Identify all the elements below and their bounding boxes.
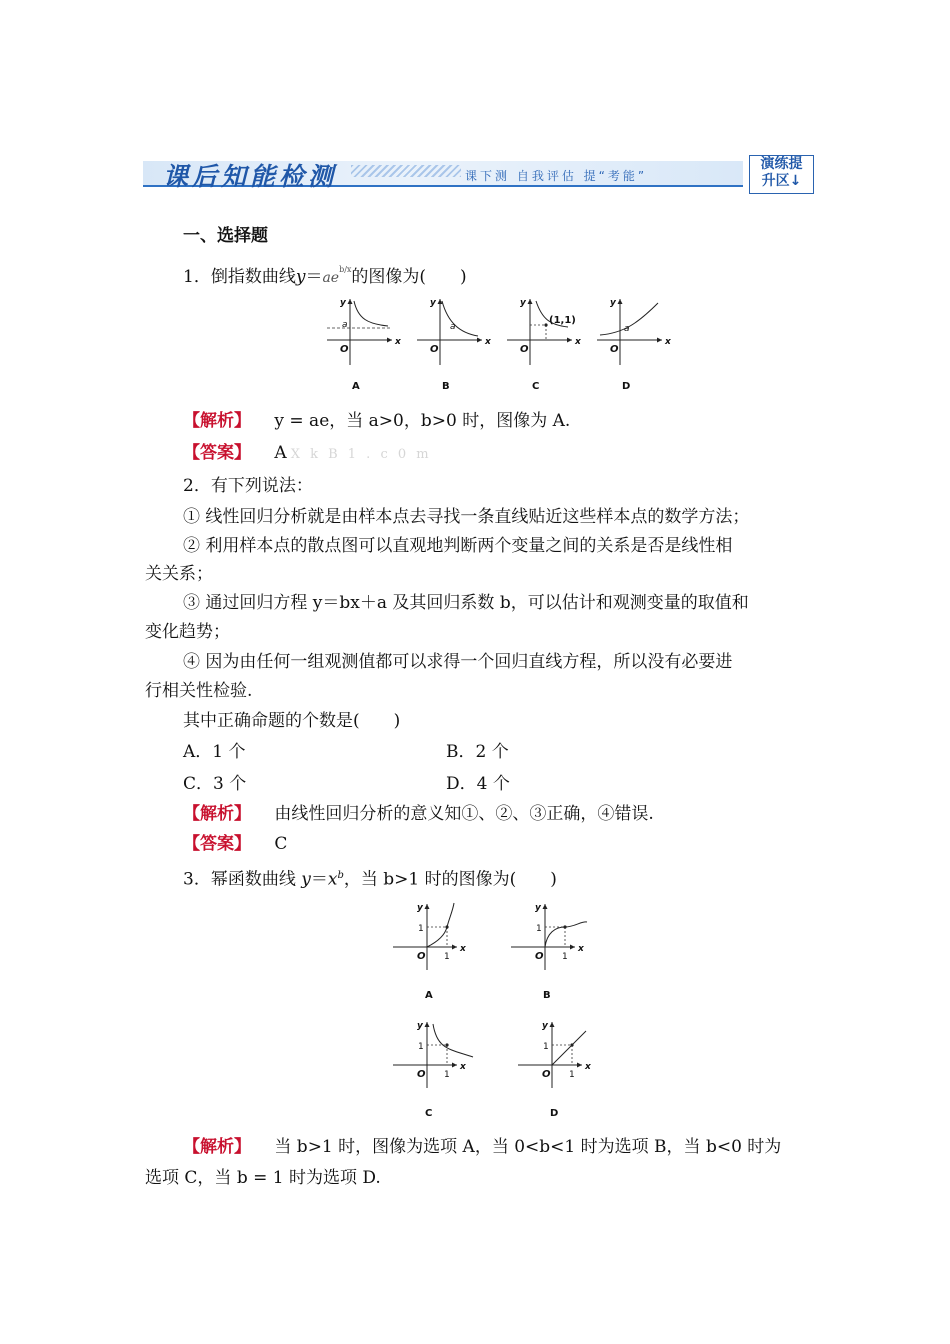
q3-stem-suffix: ，当 b>1 时的图像为( ) [343,869,557,890]
q2-item-2: ② 利用样本点的散点图可以直观地判断两个变量之间的关系是否是线性相 [183,536,733,556]
q1-stem [183,259,467,289]
q2-answer-tag: 【答案】 [183,834,251,854]
q2-analysis-tag: 【解析】 [183,804,251,824]
q2-item-4: ④ 因为由任何一组观测值都可以求得一个回归直线方程，所以没有必要进 [183,652,733,672]
section-title: 一、选择题 [183,226,268,246]
q1-graph-b-x-label: x [485,337,491,347]
q1-graph-a-label: A [352,381,360,392]
q1-graph-c-y-label: y [520,298,526,308]
q3-graph-a-origin: O [417,951,426,962]
q3-graph-a-tick-x: 1 [444,952,450,962]
q2-answer [183,833,287,855]
q3-graph-b-tick-x: 1 [562,952,568,962]
q3-stem-prefix: 3．幂函数曲线 [183,869,302,890]
q3-graph-a-tick-y: 1 [418,924,424,934]
q1-graph-c-point-label: (1,1) [549,315,576,326]
q1-graph-a-x-arrow [387,338,392,343]
q1-graph-d-a-label: a [624,324,630,334]
q1-graphs [322,293,671,393]
q1-graph-d-origin: O [610,344,619,355]
q3-graph-a-label: A [425,990,433,1001]
q3-graph-d-curve [552,1031,586,1065]
q3-graph-b-origin: O [535,951,544,962]
q3-graph-a-y-label: y [417,903,423,913]
q1-analysis-text: y = ae，当 a>0，b>0 时，图像为 A. [274,411,571,431]
q3-graph-group [393,903,592,1119]
q2-item-4-cont: 行相关性检验. [145,681,253,701]
q3-graph-c-origin: O [417,1069,426,1080]
q3-graphs [385,898,605,1126]
q1-graph-c-x-label: x [575,337,581,347]
q1-graph-c-origin: O [520,344,529,355]
q2-analysis-text: 由线性回归分析的意义知①、②、③正确，④错误. [274,804,654,824]
q2-item-3: ③ 通过回归方程 y＝bx＋a 及其回归系数 b，可以估计和观测变量的取值和 [183,593,749,613]
q2-question: 其中正确命题的个数是( ) [183,711,401,731]
q3-graph-d-tick-y: 1 [543,1042,549,1052]
q3-graph-c-x-arrow [452,1063,457,1068]
q3-graph-b-label: B [543,990,551,1001]
q3-graph-b-y-label: y [535,903,541,913]
q2-option-c[interactable]: C．3 个 [183,774,247,794]
q1-stem-prefix: 1．倒指数曲线 [183,267,296,287]
section-banner [143,155,743,189]
q3-graph-b-x-label: x [578,944,584,954]
q3-graph-d-y-arrow [550,1022,555,1027]
q3-graph-d-x-arrow [577,1063,582,1068]
banner-title: 课后知能检测 [163,162,338,191]
q3-graph-a-curve [427,903,454,947]
q3-graph-a-y-arrow [425,904,430,909]
q3-y: y [301,869,311,890]
q2-answer-text: C [274,834,288,854]
q3-graph-b-y-arrow [543,904,548,909]
q3-graph-b-tick-y: 1 [536,924,542,934]
q3-graph-a-x-arrow [452,945,457,950]
q3-analysis-tag: 【解析】 [183,1137,251,1157]
q2-option-b[interactable]: B．2 个 [446,742,509,762]
q1-graph-b-label: B [442,381,450,392]
q3-analysis [183,1136,781,1158]
q3-graph-c-tick-x: 1 [444,1070,450,1080]
q1-answer-text: A [274,443,287,463]
q3-stem [183,865,557,891]
banner-subtitle: 课下测 自我评估 提“考能” [465,169,648,183]
q3-analysis-line2: 选项 C，当 b = 1 时为选项 D. [145,1168,381,1188]
q1-graph-b-y-label: y [430,298,436,308]
q3-graph-b-x-arrow [570,945,575,950]
q1-graph-a-y-label: y [340,298,346,308]
badge-line-2: 升区↓ [761,173,802,189]
badge-line-1: 演练提 [760,156,803,172]
q1-graph-c-label: C [532,381,540,392]
q1-graph-d-label: D [622,381,631,392]
q3-graph-a-x-label: x [460,944,466,954]
q1-graph-d-x-arrow [657,338,662,343]
q1-stem-suffix: 的图像为( ) [351,267,467,287]
q1-formula-exp: b/x [339,265,352,274]
q3-graph-d-origin: O [542,1069,551,1080]
q1-analysis [183,410,570,432]
q3-graph-c-point [445,1043,448,1046]
watermark: X k B 1 . c 0 m [290,447,432,462]
q3-graph-c-y-arrow [425,1022,430,1027]
q1-graph-c-point [544,323,547,326]
q1-answer [183,442,432,466]
q3-graph-a-point [445,925,448,928]
q2-item-2-cont: 关关系； [145,564,213,584]
q1-formula-y: y [295,267,306,287]
q3-graph-c-label: C [425,1108,433,1119]
q1-graph-a-origin: O [340,344,349,355]
q3-graph-d-x-label: x [585,1062,591,1072]
q3-graph-d-tick-x: 1 [569,1070,575,1080]
q3-graph-c-curve [433,1024,473,1057]
q1-graph-a-curve [354,301,388,326]
q3-x: x [327,869,338,890]
q2-option-a[interactable]: A．1 个 [183,742,246,762]
q2-item-3-cont: 变化趋势； [145,622,230,642]
q3-graph-c-tick-y: 1 [418,1042,424,1052]
q2-option-d[interactable]: D．4 个 [446,774,510,794]
q1-graph-a-a-label: a [342,320,348,330]
q1-graph-b-curve [442,301,478,336]
q3-graph-d-point [570,1043,573,1046]
q3-graph-c-y-label: y [417,1021,423,1031]
q2-analysis [183,803,654,825]
q1-graph-a-y-arrow [348,299,353,304]
q1-answer-tag: 【答案】 [183,443,251,463]
q1-graph-a-x-label: x [395,337,401,347]
q3-graph-d-label: D [550,1108,559,1119]
q1-graph-group [327,298,672,392]
q1-graph-c-x-arrow [567,338,572,343]
q1-formula-ae: ae [322,270,340,286]
q3-graph-c-x-label: x [460,1062,466,1072]
q1-formula-eq: ＝ [305,267,323,287]
q1-analysis-tag: 【解析】 [183,411,251,431]
q1-graph-d-y-arrow [618,299,623,304]
q2-item-1: ① 线性回归分析就是由样本点去寻找一条直线贴近这些样本点的数学方法； [183,507,750,527]
q2-stem: 2．有下列说法： [183,476,313,496]
q1-graph-b-origin: O [430,344,439,355]
banner-badge[interactable] [749,155,814,194]
q3-eq: ＝ [310,869,328,890]
q1-graph-b-x-arrow [477,338,482,343]
q3-exp: b [337,870,344,881]
q1-graph-d-x-label: x [665,337,671,347]
q1-graph-b-a-label: a [450,322,456,332]
q3-graph-b-point [563,925,566,928]
q1-graph-c-y-arrow [528,299,533,304]
q3-analysis-line1: 当 b>1 时，图像为选项 A，当 0<b<1 时为选项 B，当 b<0 时为 [274,1137,782,1157]
q1-graph-d-y-label: y [610,298,616,308]
q3-graph-d-y-label: y [542,1021,548,1031]
